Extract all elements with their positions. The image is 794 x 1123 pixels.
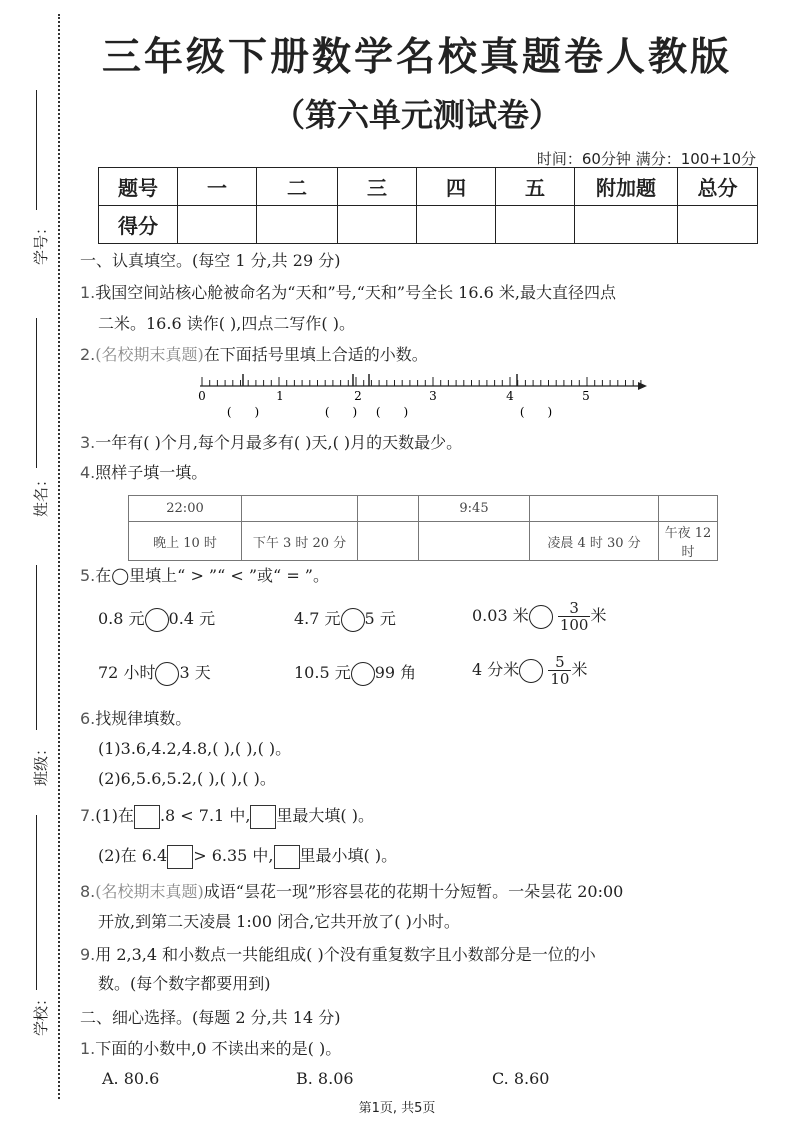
question-4	[80, 460, 207, 486]
question-number: 6.	[80, 709, 96, 728]
table-row	[129, 496, 718, 522]
page-footer: 第1页, 共5页	[358, 1101, 436, 1116]
compare-left: 4.7 元	[294, 609, 341, 628]
question-text: (2)在 6.4	[98, 846, 168, 865]
compare-circle[interactable]	[341, 608, 365, 632]
table-cell: 9:45	[419, 496, 530, 522]
compare-right: 99 角	[374, 663, 417, 682]
number-line-label: 2	[354, 389, 362, 403]
question-text: .8 < 7.1 中,	[159, 806, 251, 825]
score-header-cell: 总分	[678, 168, 758, 206]
score-input-cell[interactable]	[178, 206, 257, 244]
choice-question-1	[80, 1036, 341, 1062]
score-row-label: 得分	[99, 206, 178, 244]
score-header-cell: 四	[417, 168, 496, 206]
compare-left: 0.8 元	[98, 609, 145, 628]
question-text: 下面的小数中,0 不读出来的是( )。	[95, 1039, 342, 1058]
page-subtitle: （第六单元测试卷）	[272, 96, 561, 134]
question-7a	[80, 803, 374, 829]
question-text: 里最小填( )。	[299, 846, 398, 865]
number-line-label: 4	[506, 389, 514, 403]
score-header-cell: 二	[257, 168, 338, 206]
answer-bracket[interactable]: ( )	[519, 405, 553, 419]
compare-left: 10.5 元	[294, 663, 351, 682]
compare-unit: 米	[571, 660, 588, 679]
student-id-label: 学号：	[32, 219, 51, 266]
compare-right: 0.4 元	[168, 609, 216, 628]
question-text: > 6.35 中,	[193, 846, 274, 865]
answer-box[interactable]	[134, 805, 160, 829]
question-text: 找规律填数。	[95, 709, 192, 728]
time-info: 时间：60分钟 满分：100+10分	[536, 150, 756, 168]
question-text: 在◯里填上“ > ”“ < ”或“ = ”。	[95, 566, 329, 585]
table-cell[interactable]	[659, 496, 718, 522]
question-text: 在下面括号里填上合适的小数。	[203, 345, 428, 364]
compare-circle[interactable]	[155, 662, 179, 686]
number-line	[195, 372, 655, 422]
answer-bracket[interactable]: ( )	[375, 405, 409, 419]
option-b[interactable]: B. 8.06	[296, 1069, 354, 1088]
score-table	[98, 167, 758, 244]
table-cell[interactable]	[419, 522, 530, 561]
question-8	[80, 879, 623, 905]
question-text: 照样子填一填。	[95, 463, 208, 482]
score-header-cell: 五	[496, 168, 575, 206]
question-9-line2: 数。(每个数字都要用到)	[98, 974, 271, 993]
compare-left: 0.03 米	[472, 606, 529, 625]
time-conversion-table	[128, 495, 718, 561]
compare-item	[294, 660, 416, 686]
compare-right: 3 天	[179, 663, 211, 682]
question-text: 一年有( )个月,每个月最多有( )天,( )月的天数最少。	[95, 433, 463, 452]
table-cell[interactable]	[530, 496, 659, 522]
question-number: 4.	[80, 463, 96, 482]
score-table-header-row	[99, 168, 758, 206]
number-line-arrow	[638, 382, 647, 390]
question-6a: (1)3.6,4.2,4.8,( ),( ),( )。	[98, 739, 292, 758]
question-text: 里最大填( )。	[276, 806, 374, 825]
compare-unit: 米	[590, 606, 607, 625]
score-input-cell[interactable]	[257, 206, 338, 244]
compare-item	[294, 606, 396, 632]
section1-heading: 一、认真填空。(每空 1 分,共 29 分)	[80, 251, 341, 270]
compare-circle[interactable]	[145, 608, 169, 632]
page-title: 三年级下册数学名校真题卷人教版	[101, 35, 732, 80]
class-line	[36, 565, 37, 730]
compare-left: 4 分米	[472, 660, 520, 679]
table-cell: 22:00	[129, 496, 242, 522]
fraction	[558, 600, 591, 633]
question-7b	[98, 843, 397, 869]
name-label: 姓名：	[32, 471, 51, 518]
question-text: (1)在	[95, 806, 134, 825]
score-input-cell[interactable]	[417, 206, 496, 244]
number-line-ticks	[202, 377, 641, 386]
number-line-label: 0	[198, 389, 206, 403]
school-line	[36, 815, 37, 990]
score-header-cell: 三	[338, 168, 417, 206]
score-input-cell[interactable]	[496, 206, 575, 244]
question-number: 2.	[80, 345, 96, 364]
compare-circle[interactable]	[351, 662, 375, 686]
fraction-denominator: 10	[550, 670, 570, 688]
question-6	[80, 706, 191, 732]
fraction-denominator: 100	[559, 616, 589, 634]
question-number: 1.	[80, 283, 96, 302]
question-number: 8.	[80, 882, 96, 901]
question-text: 用 2,3,4 和小数点一共能组成( )个没有重复数字且小数部分是一位的小	[95, 945, 596, 964]
question-6b: (2)6,5.6,5.2,( ),( ),( )。	[98, 769, 276, 788]
question-tag: (名校期末真题)	[95, 882, 204, 901]
compare-item	[98, 606, 215, 632]
question-text: 成语“昙花一现”形容昙花的花期十分短暂。一朵昙花 20:00	[203, 882, 624, 901]
score-table-value-row	[99, 206, 758, 244]
question-3	[80, 430, 462, 456]
compare-right: 5 元	[364, 609, 396, 628]
fraction	[548, 654, 571, 687]
fraction-numerator: 5	[548, 654, 571, 671]
question-number: 1.	[80, 1039, 96, 1058]
score-header-cell: 附加题	[575, 168, 678, 206]
question-8-line2: 开放,到第二天凌晨 1:00 闭合,它共开放了( )小时。	[98, 912, 460, 931]
table-cell: 晚上 10 时	[129, 522, 242, 561]
answer-box[interactable]	[274, 845, 300, 869]
question-tag: (名校期末真题)	[95, 345, 204, 364]
number-line-label: 5	[582, 389, 590, 403]
table-cell: 凌晨 4 时 30 分	[530, 522, 659, 561]
question-1-line2: 二米。16.6 读作( ),四点二写作( )。	[98, 314, 355, 333]
binding-dotted-line	[58, 14, 60, 1099]
table-cell[interactable]	[242, 496, 358, 522]
score-input-cell[interactable]	[338, 206, 417, 244]
question-9	[80, 942, 596, 968]
answer-box[interactable]	[167, 845, 193, 869]
name-line	[36, 318, 37, 468]
question-5	[80, 563, 329, 589]
fraction-numerator: 3	[558, 600, 591, 617]
score-input-cell[interactable]	[575, 206, 678, 244]
option-c[interactable]: C. 8.60	[492, 1069, 550, 1088]
number-line-label: 1	[276, 389, 284, 403]
answer-box[interactable]	[250, 805, 276, 829]
option-a[interactable]: A. 80.6	[102, 1069, 160, 1088]
question-number: 3.	[80, 433, 96, 452]
section2-heading: 二、细心选择。(每题 2 分,共 14 分)	[80, 1008, 341, 1027]
compare-item	[472, 600, 606, 633]
question-text: 我国空间站核心舱被命名为“天和”号,“天和”号全长 16.6 米,最大直径四点	[95, 283, 616, 302]
number-line-label: 3	[429, 389, 437, 403]
table-cell: 下午 3 时 20 分	[242, 522, 358, 561]
answer-bracket[interactable]: ( )	[324, 405, 358, 419]
compare-circle[interactable]	[519, 659, 543, 683]
question-number: 5.	[80, 566, 96, 585]
score-input-cell[interactable]	[678, 206, 758, 244]
compare-item	[472, 654, 587, 687]
compare-circle[interactable]	[529, 605, 553, 629]
question-2	[80, 342, 428, 368]
question-number: 9.	[80, 945, 96, 964]
table-cell[interactable]	[358, 522, 419, 561]
table-cell[interactable]	[358, 496, 419, 522]
school-label: 学校：	[32, 990, 51, 1037]
compare-item	[98, 660, 211, 686]
answer-bracket[interactable]: ( )	[226, 405, 260, 419]
score-header-cell: 一	[178, 168, 257, 206]
class-label: 班级：	[32, 740, 51, 787]
score-header-cell: 题号	[99, 168, 178, 206]
table-row	[129, 522, 718, 561]
compare-left: 72 小时	[98, 663, 156, 682]
table-cell: 午夜 12 时	[659, 522, 718, 561]
question-1	[80, 280, 616, 306]
question-number: 7.	[80, 806, 96, 825]
